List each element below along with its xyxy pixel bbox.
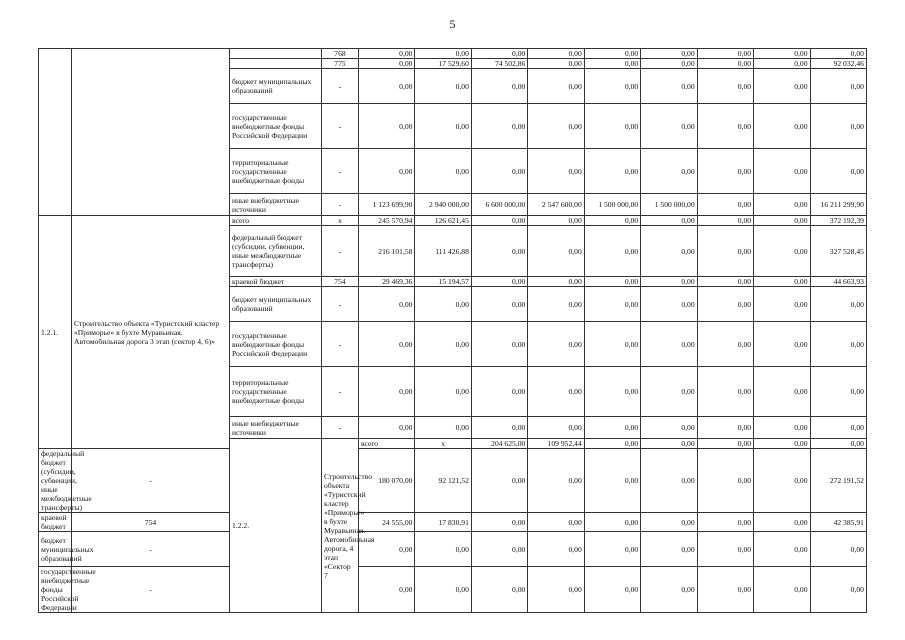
- value-cell: 0,00: [471, 277, 527, 287]
- value-cell: 0,00: [415, 69, 471, 104]
- budget-table: [38, 48, 867, 613]
- budget-code-cell: -: [322, 287, 359, 322]
- value-cell: 0,00: [471, 367, 527, 417]
- funding-source-cell: всего: [359, 439, 415, 449]
- table-row: [39, 216, 867, 226]
- row-index-cell: 1.2.1.: [39, 216, 72, 449]
- value-cell: 0,00: [754, 104, 810, 149]
- value-cell: 0,00: [641, 439, 697, 449]
- value-cell: 0,00: [641, 69, 697, 104]
- budget-code-cell: -: [322, 104, 359, 149]
- value-cell: 0,00: [641, 322, 697, 367]
- value-cell: 0,00: [754, 216, 810, 226]
- value-cell: 0,00: [471, 216, 527, 226]
- value-cell: 0,00: [641, 567, 697, 613]
- value-cell: 0,00: [359, 69, 415, 104]
- budget-code-cell: 775: [322, 59, 359, 69]
- budget-code-cell: 754: [72, 513, 230, 532]
- value-cell: 0,00: [754, 59, 810, 69]
- value-cell: 0,00: [528, 69, 584, 104]
- funding-source-cell: государственные внебюджетные фонды Российской Федерации: [39, 567, 72, 613]
- budget-code-cell: 754: [322, 277, 359, 287]
- value-cell: 0,00: [528, 567, 584, 613]
- value-cell: 0,00: [754, 367, 810, 417]
- total-value-cell: 0,00: [810, 367, 866, 417]
- value-cell: 0,00: [697, 513, 753, 532]
- funding-source-cell: территориальные государственные внебюджетные фонды: [230, 367, 322, 417]
- value-cell: 180 070,00: [359, 449, 415, 513]
- object-name-cell: Строительство объекта «Туристский кластер «Приморье» в бухте Муравьиная. Автомобильная дорога 3 этап (сектор 4, 6)»: [72, 216, 230, 449]
- value-cell: 0,00: [641, 513, 697, 532]
- value-cell: 0,00: [754, 417, 810, 439]
- object-name-cell: [72, 49, 230, 216]
- value-cell: 0,00: [528, 277, 584, 287]
- value-cell: 0,00: [359, 149, 415, 194]
- value-cell: 0,00: [697, 287, 753, 322]
- value-cell: 0,00: [528, 59, 584, 69]
- value-cell: 0,00: [359, 417, 415, 439]
- value-cell: 15 194,57: [415, 277, 471, 287]
- budget-code-cell: -: [322, 367, 359, 417]
- value-cell: 0,00: [528, 104, 584, 149]
- value-cell: 0,00: [754, 532, 810, 567]
- value-cell: 0,00: [584, 287, 640, 322]
- value-cell: 0,00: [415, 287, 471, 322]
- value-cell: 0,00: [584, 532, 640, 567]
- value-cell: 0,00: [359, 532, 415, 567]
- value-cell: 0,00: [415, 417, 471, 439]
- value-cell: 0,00: [528, 367, 584, 417]
- value-cell: 2 547 600,00: [528, 194, 584, 216]
- total-value-cell: 0,00: [810, 149, 866, 194]
- value-cell: 0,00: [584, 104, 640, 149]
- value-cell: 0,00: [471, 287, 527, 322]
- value-cell: 0,00: [697, 532, 753, 567]
- value-cell: 0,00: [359, 287, 415, 322]
- value-cell: 0,00: [528, 49, 584, 59]
- value-cell: 0,00: [471, 417, 527, 439]
- row-index-cell: [39, 49, 72, 216]
- funding-source-cell: иные внебюджетные источники: [230, 194, 322, 216]
- value-cell: 0,00: [641, 226, 697, 277]
- value-cell: 0,00: [697, 216, 753, 226]
- value-cell: 0,00: [584, 567, 640, 613]
- value-cell: 0,00: [754, 449, 810, 513]
- value-cell: 1 123 699,90: [359, 194, 415, 216]
- value-cell: 0,00: [415, 322, 471, 367]
- value-cell: 0,00: [584, 49, 640, 59]
- value-cell: 0,00: [697, 567, 753, 613]
- value-cell: 0,00: [359, 104, 415, 149]
- value-cell: 0,00: [697, 49, 753, 59]
- value-cell: 0,00: [641, 216, 697, 226]
- value-cell: 0,00: [528, 287, 584, 322]
- value-cell: 0,00: [754, 226, 810, 277]
- budget-code-cell: -: [72, 449, 230, 513]
- value-cell: 0,00: [359, 59, 415, 69]
- value-cell: 0,00: [471, 49, 527, 59]
- budget-code-cell: -: [72, 532, 230, 567]
- value-cell: 0,00: [359, 322, 415, 367]
- value-cell: 109 952,44: [528, 439, 584, 449]
- value-cell: 0,00: [528, 449, 584, 513]
- value-cell: 0,00: [697, 417, 753, 439]
- value-cell: 2 940 000,00: [415, 194, 471, 216]
- value-cell: 0,00: [584, 277, 640, 287]
- value-cell: 0,00: [359, 49, 415, 59]
- page-number: 5: [449, 17, 456, 31]
- value-cell: 0,00: [697, 226, 753, 277]
- value-cell: 0,00: [641, 449, 697, 513]
- table-row: [39, 49, 867, 59]
- value-cell: 204 625,00: [471, 439, 527, 449]
- funding-source-cell: бюджет муниципальных образований: [39, 532, 72, 567]
- total-value-cell: 0,00: [810, 567, 866, 613]
- value-cell: 0,00: [641, 104, 697, 149]
- budget-code-cell: -: [322, 322, 359, 367]
- budget-code-cell: -: [322, 149, 359, 194]
- object-name-cell: Строительство объекта «Туристский кластер «Приморье» в бухте Муравьиная. Автомобильная дорога, 4 этап «Сектор 7: [322, 439, 359, 613]
- budget-code-cell: -: [72, 567, 230, 613]
- value-cell: 0,00: [697, 439, 753, 449]
- value-cell: 0,00: [697, 149, 753, 194]
- total-value-cell: 42 385,91: [810, 513, 866, 532]
- value-cell: 0,00: [754, 567, 810, 613]
- value-cell: 1 500 000,00: [641, 194, 697, 216]
- budget-code-cell: x: [415, 439, 471, 449]
- value-cell: 1 500 000,00: [584, 194, 640, 216]
- value-cell: 17 830,91: [415, 513, 471, 532]
- value-cell: 0,00: [697, 367, 753, 417]
- value-cell: 0,00: [697, 69, 753, 104]
- value-cell: 6 600 000,00: [471, 194, 527, 216]
- value-cell: 0,00: [810, 439, 866, 449]
- value-cell: 0,00: [528, 226, 584, 277]
- value-cell: 0,00: [584, 439, 640, 449]
- value-cell: 0,00: [697, 104, 753, 149]
- value-cell: 0,00: [697, 449, 753, 513]
- value-cell: 92 121,52: [415, 449, 471, 513]
- value-cell: 0,00: [754, 277, 810, 287]
- total-value-cell: 272 191,52: [810, 449, 866, 513]
- value-cell: 0,00: [359, 367, 415, 417]
- table-row: [39, 513, 867, 532]
- funding-source-cell: государственные внебюджетные фонды Российской Федерации: [230, 322, 322, 367]
- value-cell: 0,00: [528, 322, 584, 367]
- funding-source-cell: [230, 49, 322, 59]
- value-cell: 0,00: [415, 104, 471, 149]
- value-cell: 0,00: [754, 69, 810, 104]
- funding-source-cell: федеральный бюджет (субсидии, субвенции, иные межбюджетные трансферты): [39, 449, 72, 513]
- row-index-cell: 1.2.2.: [230, 439, 322, 613]
- value-cell: 0,00: [471, 449, 527, 513]
- value-cell: 0,00: [584, 69, 640, 104]
- funding-source-cell: краевой бюджет: [230, 277, 322, 287]
- value-cell: 0,00: [359, 567, 415, 613]
- value-cell: 0,00: [528, 532, 584, 567]
- funding-source-cell: бюджет муниципальных образований: [230, 287, 322, 322]
- total-value-cell: 327 528,45: [810, 226, 866, 277]
- table-row: [39, 532, 867, 567]
- funding-source-cell: иные внебюджетные источники: [230, 417, 322, 439]
- table-row: [39, 567, 867, 613]
- value-cell: 17 529,60: [415, 59, 471, 69]
- total-value-cell: 92 032,46: [810, 59, 866, 69]
- value-cell: 0,00: [528, 216, 584, 226]
- total-value-cell: 0,00: [810, 532, 866, 567]
- value-cell: 0,00: [584, 449, 640, 513]
- value-cell: 0,00: [415, 149, 471, 194]
- value-cell: 0,00: [471, 513, 527, 532]
- funding-source-cell: краевой бюджет: [39, 513, 72, 532]
- value-cell: 0,00: [584, 59, 640, 69]
- budget-code-cell: -: [322, 226, 359, 277]
- value-cell: 0,00: [697, 277, 753, 287]
- value-cell: 0,00: [754, 194, 810, 216]
- funding-source-cell: территориальные государственные внебюджетные фонды: [230, 149, 322, 194]
- budget-code-cell: x: [322, 216, 359, 226]
- value-cell: 0,00: [471, 69, 527, 104]
- value-cell: 0,00: [584, 322, 640, 367]
- value-cell: 0,00: [697, 59, 753, 69]
- total-value-cell: 372 192,39: [810, 216, 866, 226]
- total-value-cell: 0,00: [810, 49, 866, 59]
- budget-code-cell: -: [322, 69, 359, 104]
- value-cell: 24 555,00: [359, 513, 415, 532]
- value-cell: 0,00: [471, 149, 527, 194]
- value-cell: 0,00: [584, 513, 640, 532]
- value-cell: 0,00: [754, 513, 810, 532]
- value-cell: 0,00: [528, 417, 584, 439]
- funding-source-cell: бюджет муниципальных образований: [230, 69, 322, 104]
- value-cell: 0,00: [754, 49, 810, 59]
- value-cell: 0,00: [528, 149, 584, 194]
- value-cell: 0,00: [641, 59, 697, 69]
- value-cell: 0,00: [415, 367, 471, 417]
- value-cell: 0,00: [754, 149, 810, 194]
- value-cell: 0,00: [641, 287, 697, 322]
- value-cell: 0,00: [641, 49, 697, 59]
- value-cell: 0,00: [697, 194, 753, 216]
- value-cell: 0,00: [641, 532, 697, 567]
- funding-source-cell: всего: [230, 216, 322, 226]
- value-cell: 0,00: [641, 149, 697, 194]
- value-cell: 216 101,58: [359, 226, 415, 277]
- value-cell: 0,00: [584, 417, 640, 439]
- value-cell: 0,00: [471, 567, 527, 613]
- funding-source-cell: [230, 59, 322, 69]
- budget-code-cell: 768: [322, 49, 359, 59]
- value-cell: 0,00: [528, 513, 584, 532]
- funding-source-cell: федеральный бюджет (субсидии, субвенции, иные межбюджетные трансферты): [230, 226, 322, 277]
- value-cell: 0,00: [415, 567, 471, 613]
- value-cell: 0,00: [584, 216, 640, 226]
- value-cell: 0,00: [471, 532, 527, 567]
- value-cell: 0,00: [697, 322, 753, 367]
- value-cell: 0,00: [584, 149, 640, 194]
- total-value-cell: 16 211 299,90: [810, 194, 866, 216]
- value-cell: 0,00: [471, 226, 527, 277]
- total-value-cell: 0,00: [810, 69, 866, 104]
- value-cell: 245 570,94: [359, 216, 415, 226]
- total-value-cell: 0,00: [810, 104, 866, 149]
- value-cell: 0,00: [584, 367, 640, 417]
- value-cell: 0,00: [584, 226, 640, 277]
- value-cell: 0,00: [471, 104, 527, 149]
- total-value-cell: 0,00: [810, 417, 866, 439]
- value-cell: 0,00: [415, 49, 471, 59]
- value-cell: 0,00: [754, 287, 810, 322]
- value-cell: 0,00: [754, 322, 810, 367]
- value-cell: 111 426,88: [415, 226, 471, 277]
- value-cell: 0,00: [641, 277, 697, 287]
- table-row: [39, 449, 867, 513]
- total-value-cell: 0,00: [810, 322, 866, 367]
- value-cell: 0,00: [641, 417, 697, 439]
- budget-code-cell: -: [322, 194, 359, 216]
- value-cell: 0,00: [471, 322, 527, 367]
- value-cell: 29 469,36: [359, 277, 415, 287]
- budget-code-cell: -: [322, 417, 359, 439]
- value-cell: 126 621,45: [415, 216, 471, 226]
- funding-source-cell: государственные внебюджетные фонды Российской Федерации: [230, 104, 322, 149]
- total-value-cell: 0,00: [810, 287, 866, 322]
- total-value-cell: 44 663,93: [810, 277, 866, 287]
- value-cell: 0,00: [415, 532, 471, 567]
- value-cell: 74 502,86: [471, 59, 527, 69]
- value-cell: 0,00: [754, 439, 810, 449]
- value-cell: 0,00: [641, 367, 697, 417]
